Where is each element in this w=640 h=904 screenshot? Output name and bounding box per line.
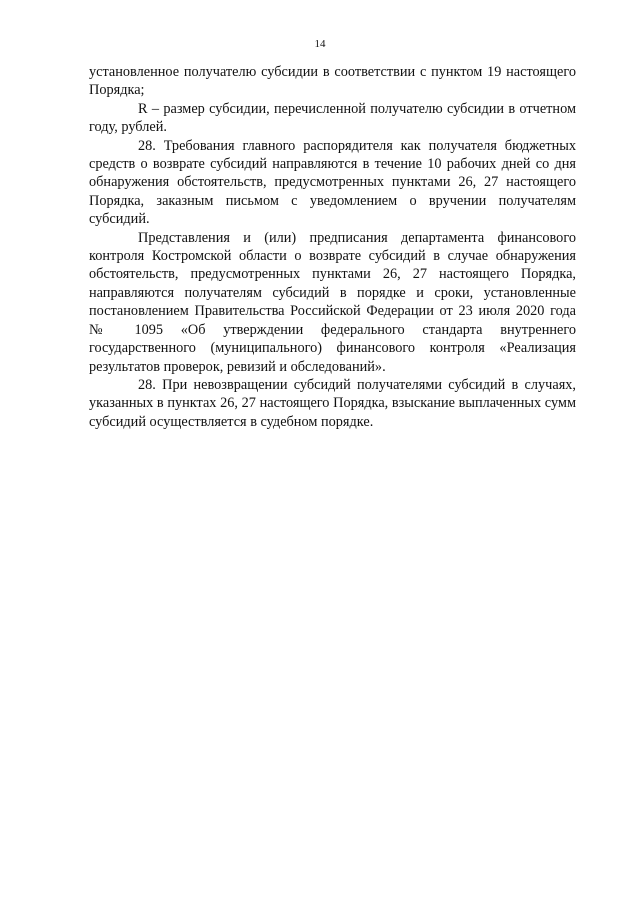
paragraph-formula-continuation: установленное получателю субсидии в соответствии с пунктом 19 настоящего Порядка; [89, 64, 576, 99]
paragraph-r-definition: R – размер субсидии, перечисленной получателю субсидии в отчетном году, рублей. [89, 100, 576, 136]
page-number: 14 [314, 38, 326, 50]
paragraph-item-28-requirements: 28. Требования главного распорядителя как получателя бюджетных средств о возврате субсидий направляются в течение 10 рабочих дней со дня обнаружения обстоятельств, предусмотренных пунктами 26, 27 настоящего Порядка, заказным письмом с уведомлением о вручении получателям субсидий. [89, 137, 576, 228]
document-body [89, 63, 576, 431]
paragraph-control-department: Представления и (или) предписания департамента финансового контроля Костромской области о возврате субсидий в случае обнаружения обстоятельств, предусмотренных пунктами 26, 27 настоящего Порядка, направляются получателям субсидий в порядке и сроки, установленные постановлением Правительства Российской Федерации от 23 июля 2020 года № 1095 «Об утверждении федерального стандарта внутреннего государственного (муниципального) финансового контроля «Реализация результатов проверок, ревизий и обследований». [89, 229, 576, 375]
paragraph-item-28-recovery: 28. При невозвращении субсидий получателями субсидий в случаях, указанных в пунктах 26, 27 настоящего Порядка, взыскание выплаченных сумм субсидий осуществляется в судебном порядке. [89, 376, 576, 430]
